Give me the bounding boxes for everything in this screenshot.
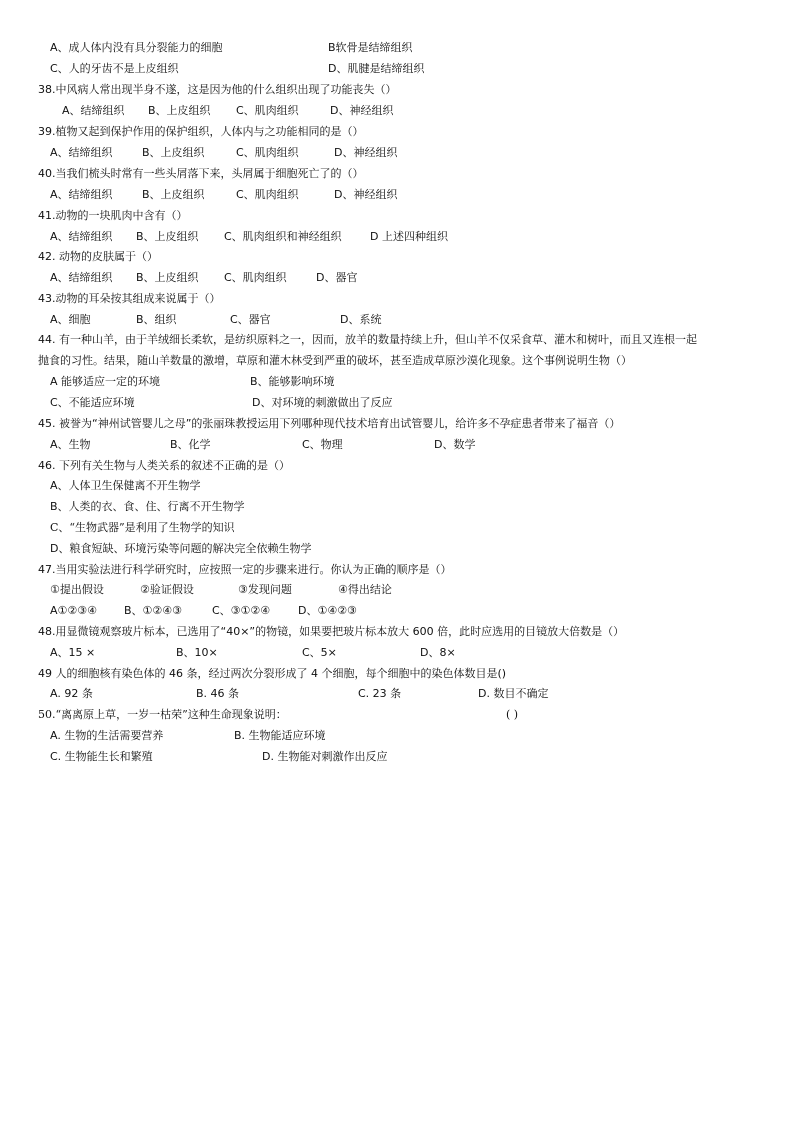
q46-option-d: D、粮食短缺、环境污染等问题的解决完全依赖生物学 bbox=[50, 542, 312, 555]
q39-option-a: A、结缔组织 bbox=[50, 146, 113, 159]
q49-option-b: B. 46 条 bbox=[196, 687, 240, 700]
q40-option-c: C、肌肉组织 bbox=[236, 188, 299, 201]
q44-option-c: C、不能适应环境 bbox=[50, 396, 135, 409]
q47-option-d: D、①④②③ bbox=[298, 604, 357, 617]
q45-option-b: B、化学 bbox=[170, 438, 211, 451]
q37-option-d: D、肌腱是结缔组织 bbox=[328, 62, 425, 75]
q37-option-b: B软骨是结缔组织 bbox=[328, 41, 413, 54]
q43-stem: 43.动物的耳朵按其组成来说属于（） bbox=[38, 292, 221, 305]
q48-option-a: A、15 × bbox=[50, 646, 96, 659]
q46-stem: 46. 下列有关生物与人类关系的叙述不正确的是（） bbox=[38, 459, 290, 472]
q42-option-d: D、器官 bbox=[316, 271, 358, 284]
q38-option-b: B、上皮组织 bbox=[148, 104, 211, 117]
q42-option-c: C、肌肉组织 bbox=[224, 271, 287, 284]
q40-option-b: B、上皮组织 bbox=[142, 188, 205, 201]
q48-option-d: D、8× bbox=[420, 646, 456, 659]
q50-answer-blank: ( ) bbox=[506, 708, 519, 721]
q41-stem: 41.动物的一块肌肉中含有（） bbox=[38, 209, 188, 222]
q47-step-3: ③发现问题 bbox=[238, 583, 292, 596]
q45-stem: 45. 被誉为“神州试管婴儿之母”的张丽珠教授运用下列哪种现代技术培育出试管婴儿，给许多不孕症患者带来了福音（） bbox=[38, 417, 621, 430]
q47-option-b: B、①②④③ bbox=[124, 604, 182, 617]
q47-step-2: ②验证假设 bbox=[140, 583, 194, 596]
q40-option-a: A、结缔组织 bbox=[50, 188, 113, 201]
q37-option-a: A、成人体内没有具分裂能力的细胞 bbox=[50, 41, 223, 54]
q40-stem: 40.当我们梳头时常有一些头屑落下来，头屑属于细胞死亡了的（） bbox=[38, 167, 364, 180]
q43-option-b: B、组织 bbox=[136, 313, 177, 326]
q38-stem: 38.中风病人常出现半身不遂，这是因为他的什么组织出现了功能丧失（） bbox=[38, 83, 397, 96]
q42-option-a: A、结缔组织 bbox=[50, 271, 113, 284]
q44-stem-line-2: 抛食的习性。结果，随山羊数量的激增，草原和灌木林受到严重的破坏，甚至造成草原沙漠化现象。这个事例说明生物（） bbox=[38, 354, 632, 367]
q46-option-c: C、“生物武器”是利用了生物学的知识 bbox=[50, 521, 235, 534]
q49-option-d: D. 数目不确定 bbox=[478, 687, 549, 700]
q38-option-d: D、神经组织 bbox=[330, 104, 394, 117]
q41-option-d: D 上述四种组织 bbox=[370, 230, 448, 243]
q47-option-a: A①②③④ bbox=[50, 604, 97, 617]
q41-option-c: C、肌肉组织和神经组织 bbox=[224, 230, 342, 243]
q50-option-d: D. 生物能对刺激作出反应 bbox=[262, 750, 388, 763]
q44-stem-line-1: 44. 有一种山羊，由于羊绒细长柔软，是纺织原料之一，因而，放羊的数量持续上升，但山羊不仅采食草、灌木和树叶，而且又连根一起 bbox=[38, 333, 697, 346]
q43-option-d: D、系统 bbox=[340, 313, 382, 326]
q44-option-b: B、能够影响环境 bbox=[250, 375, 335, 388]
q46-option-a: A、人体卫生保健离不开生物学 bbox=[50, 479, 201, 492]
q47-option-c: C、③①②④ bbox=[212, 604, 271, 617]
q49-stem: 49 人的细胞核有染色体的 46 条，经过两次分裂形成了 4 个细胞，每个细胞中的染色体数目是() bbox=[38, 667, 507, 680]
q49-option-a: A. 92 条 bbox=[50, 687, 93, 700]
q45-option-d: D、数学 bbox=[434, 438, 476, 451]
q39-stem: 39.植物又起到保护作用的保护组织，人体内与之功能相同的是（） bbox=[38, 125, 364, 138]
q50-option-b: B. 生物能适应环境 bbox=[234, 729, 326, 742]
q49-option-c: C. 23 条 bbox=[358, 687, 402, 700]
q42-option-b: B、上皮组织 bbox=[136, 271, 199, 284]
q43-option-c: C、器官 bbox=[230, 313, 271, 326]
q50-option-c: C. 生物能生长和繁殖 bbox=[50, 750, 153, 763]
q44-option-a: A 能够适应一定的环境 bbox=[50, 375, 161, 388]
q39-option-b: B、上皮组织 bbox=[142, 146, 205, 159]
q43-option-a: A、细胞 bbox=[50, 313, 91, 326]
q44-option-d: D、对环境的刺激做出了反应 bbox=[252, 396, 393, 409]
q48-option-b: B、10× bbox=[176, 646, 218, 659]
q45-option-a: A、生物 bbox=[50, 438, 91, 451]
q38-option-a: A、结缔组织 bbox=[62, 104, 125, 117]
q38-option-c: C、肌肉组织 bbox=[236, 104, 299, 117]
q39-option-c: C、肌肉组织 bbox=[236, 146, 299, 159]
q48-option-c: C、5× bbox=[302, 646, 337, 659]
q46-option-b: B、人类的衣、食、住、行离不开生物学 bbox=[50, 500, 245, 513]
q50-stem: 50.“离离原上草，一岁一枯荣”这种生命现象说明： bbox=[38, 708, 287, 721]
q41-option-a: A、结缔组织 bbox=[50, 230, 113, 243]
q41-option-b: B、上皮组织 bbox=[136, 230, 199, 243]
q48-stem: 48.用显微镜观察玻片标本，已选用了“40×”的物镜，如果要把玻片标本放大 600 倍，此时应选用的目镜放大倍数是（） bbox=[38, 625, 625, 638]
q42-stem: 42. 动物的皮肤属于（） bbox=[38, 250, 158, 263]
q50-option-a: A. 生物的生活需要营养 bbox=[50, 729, 164, 742]
q45-option-c: C、物理 bbox=[302, 438, 343, 451]
q47-step-1: ①提出假设 bbox=[50, 583, 104, 596]
q47-stem: 47.当用实验法进行科学研究时，应按照一定的步骤来进行。你认为正确的顺序是（） bbox=[38, 563, 452, 576]
q39-option-d: D、神经组织 bbox=[334, 146, 398, 159]
q40-option-d: D、神经组织 bbox=[334, 188, 398, 201]
q47-step-4: ④得出结论 bbox=[338, 583, 392, 596]
q37-option-c: C、人的牙齿不是上皮组织 bbox=[50, 62, 179, 75]
